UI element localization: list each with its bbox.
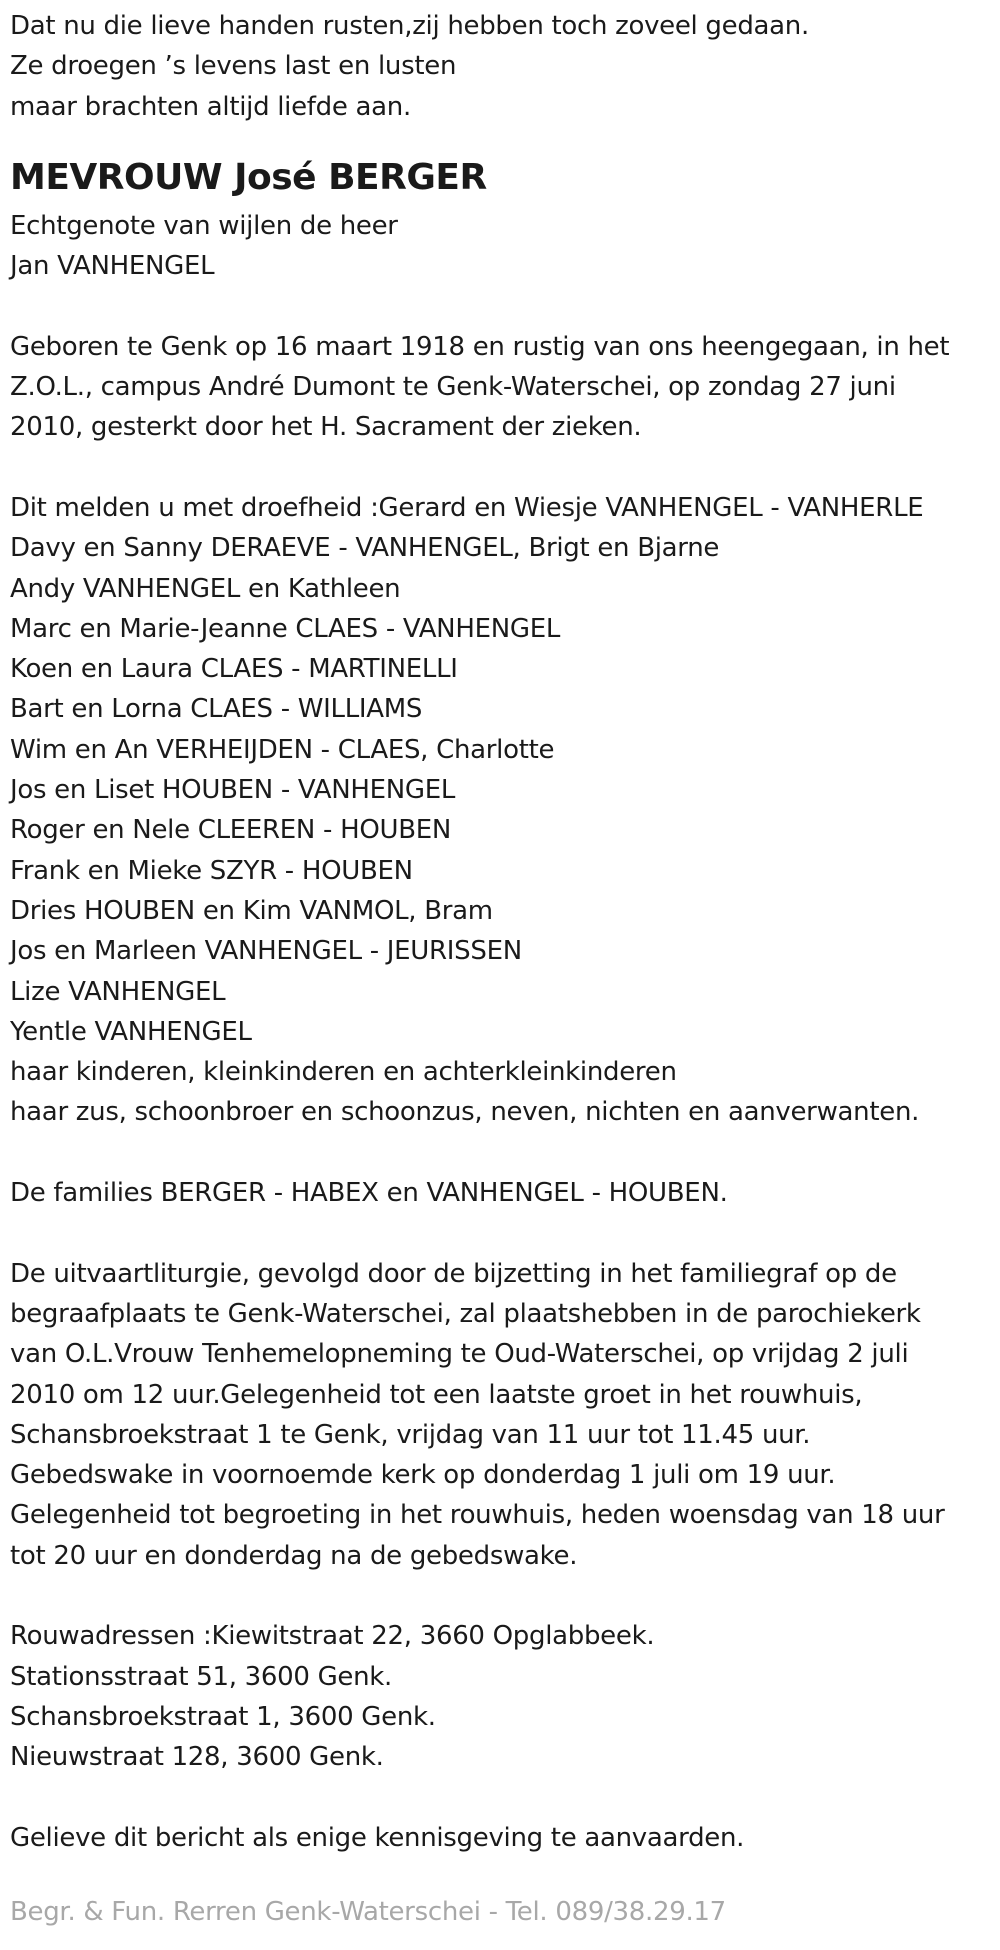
mourner-line: Lize VANHENGEL [10, 976, 226, 1007]
mourner-line: Jos en Liset HOUBEN - VANHENGEL [10, 775, 456, 806]
paragraph-line: De uitvaartliturgie, gevolgd door de bijzetting in het familiegraf op de [10, 1258, 897, 1289]
mourner-line: Jos en Marleen VANHENGEL - JEURISSEN [10, 936, 522, 967]
poem [10, 6, 995, 127]
mourner-line: Bart en Lorna CLAES - WILLIAMS [10, 694, 423, 725]
paragraph-line: 2010, gesterkt door het H. Sacrament der zieken. [10, 412, 642, 443]
spouse-line: Echtgenote van wijlen de heer [10, 210, 398, 241]
mourners-list [10, 488, 995, 1133]
mourner-line: Davy en Sanny DERAEVE - VANHENGEL, Brigt en Bjarne [10, 533, 720, 564]
address-line: Rouwadressen :Kiewitstraat 22, 3660 Opglabbeek. [10, 1621, 655, 1652]
spouse-line: Jan VANHENGEL [10, 251, 215, 282]
paragraph-line: Gelegenheid tot begroeting in het rouwhuis, heden woensdag van 18 uur [10, 1500, 945, 1531]
closing-line: Gelieve dit bericht als enige kennisgeving te aanvaarden. [10, 1822, 745, 1853]
death-notice [10, 6, 995, 1932]
families-line: De families BERGER - HABEX en VANHENGEL - HOUBEN. [10, 1178, 728, 1209]
mourner-line: Wim en An VERHEIJDEN - CLAES, Charlotte [10, 734, 555, 765]
mourner-line: Dit melden u met droefheid :Gerard en Wiesje VANHENGEL - VANHERLE [10, 492, 924, 523]
paragraph-line: van O.L.Vrouw Tenhemelopneming te Oud-Waterschei, op vrijdag 2 juli [10, 1339, 909, 1370]
address-line: Stationsstraat 51, 3600 Genk. [10, 1661, 393, 1692]
paragraph-line: Geboren te Genk op 16 maart 1918 en rustig van ons heengegaan, in het [10, 331, 950, 362]
poem-line: Ze droegen ’s levens last en lusten [10, 51, 457, 82]
paragraph-line: begraafplaats te Genk-Waterschei, zal plaatshebben in de parochiekerk [10, 1298, 921, 1329]
mourner-line: Dries HOUBEN en Kim VANMOL, Bram [10, 895, 493, 926]
mourner-line: Frank en Mieke SZYR - HOUBEN [10, 855, 413, 886]
spouse-info [10, 206, 995, 287]
mourner-line: Yentle VANHENGEL [10, 1016, 252, 1047]
mourner-line: haar kinderen, kleinkinderen en achterkleinkinderen [10, 1057, 677, 1088]
mourner-line: Marc en Marie-Jeanne CLAES - VANHENGEL [10, 613, 561, 644]
paragraph-line: Schansbroekstraat 1 te Genk, vrijdag van 11 uur tot 11.45 uur. [10, 1419, 811, 1450]
poem-line: Dat nu die lieve handen rusten,zij hebben toch zoveel gedaan. [10, 11, 809, 41]
addresses [10, 1616, 995, 1777]
paragraph-line: tot 20 uur en donderdag na de gebedswake. [10, 1540, 578, 1571]
ceremony-paragraph [10, 1254, 995, 1576]
paragraph-line: Z.O.L., campus André Dumont te Genk-Waterschei, op zondag 27 juni [10, 372, 896, 403]
poem-line: maar brachten altijd liefde aan. [10, 91, 411, 122]
mourner-line: Andy VANHENGEL en Kathleen [10, 573, 401, 604]
mourner-line: Roger en Nele CLEEREN - HOUBEN [10, 815, 452, 846]
address-line: Schansbroekstraat 1, 3600 Genk. [10, 1701, 436, 1732]
address-line: Nieuwstraat 128, 3600 Genk. [10, 1742, 384, 1773]
paragraph-line: 2010 om 12 uur.Gelegenheid tot een laatste groet in het rouwhuis, [10, 1379, 863, 1410]
birth-death-paragraph [10, 327, 995, 448]
mourner-line: haar zus, schoonbroer en schoonzus, neven, nichten en aanverwanten. [10, 1097, 920, 1128]
paragraph-line: Gebedswake in voornoemde kerk op donderdag 1 juli om 19 uur. [10, 1460, 836, 1491]
funeral-home-footer: Begr. & Fun. Rerren Genk-Waterschei - Tel. 089/38.29.17 [10, 1897, 726, 1928]
mourner-line: Koen en Laura CLAES - MARTINELLI [10, 654, 458, 685]
deceased-name: MEVROUW José BERGER [10, 156, 487, 198]
